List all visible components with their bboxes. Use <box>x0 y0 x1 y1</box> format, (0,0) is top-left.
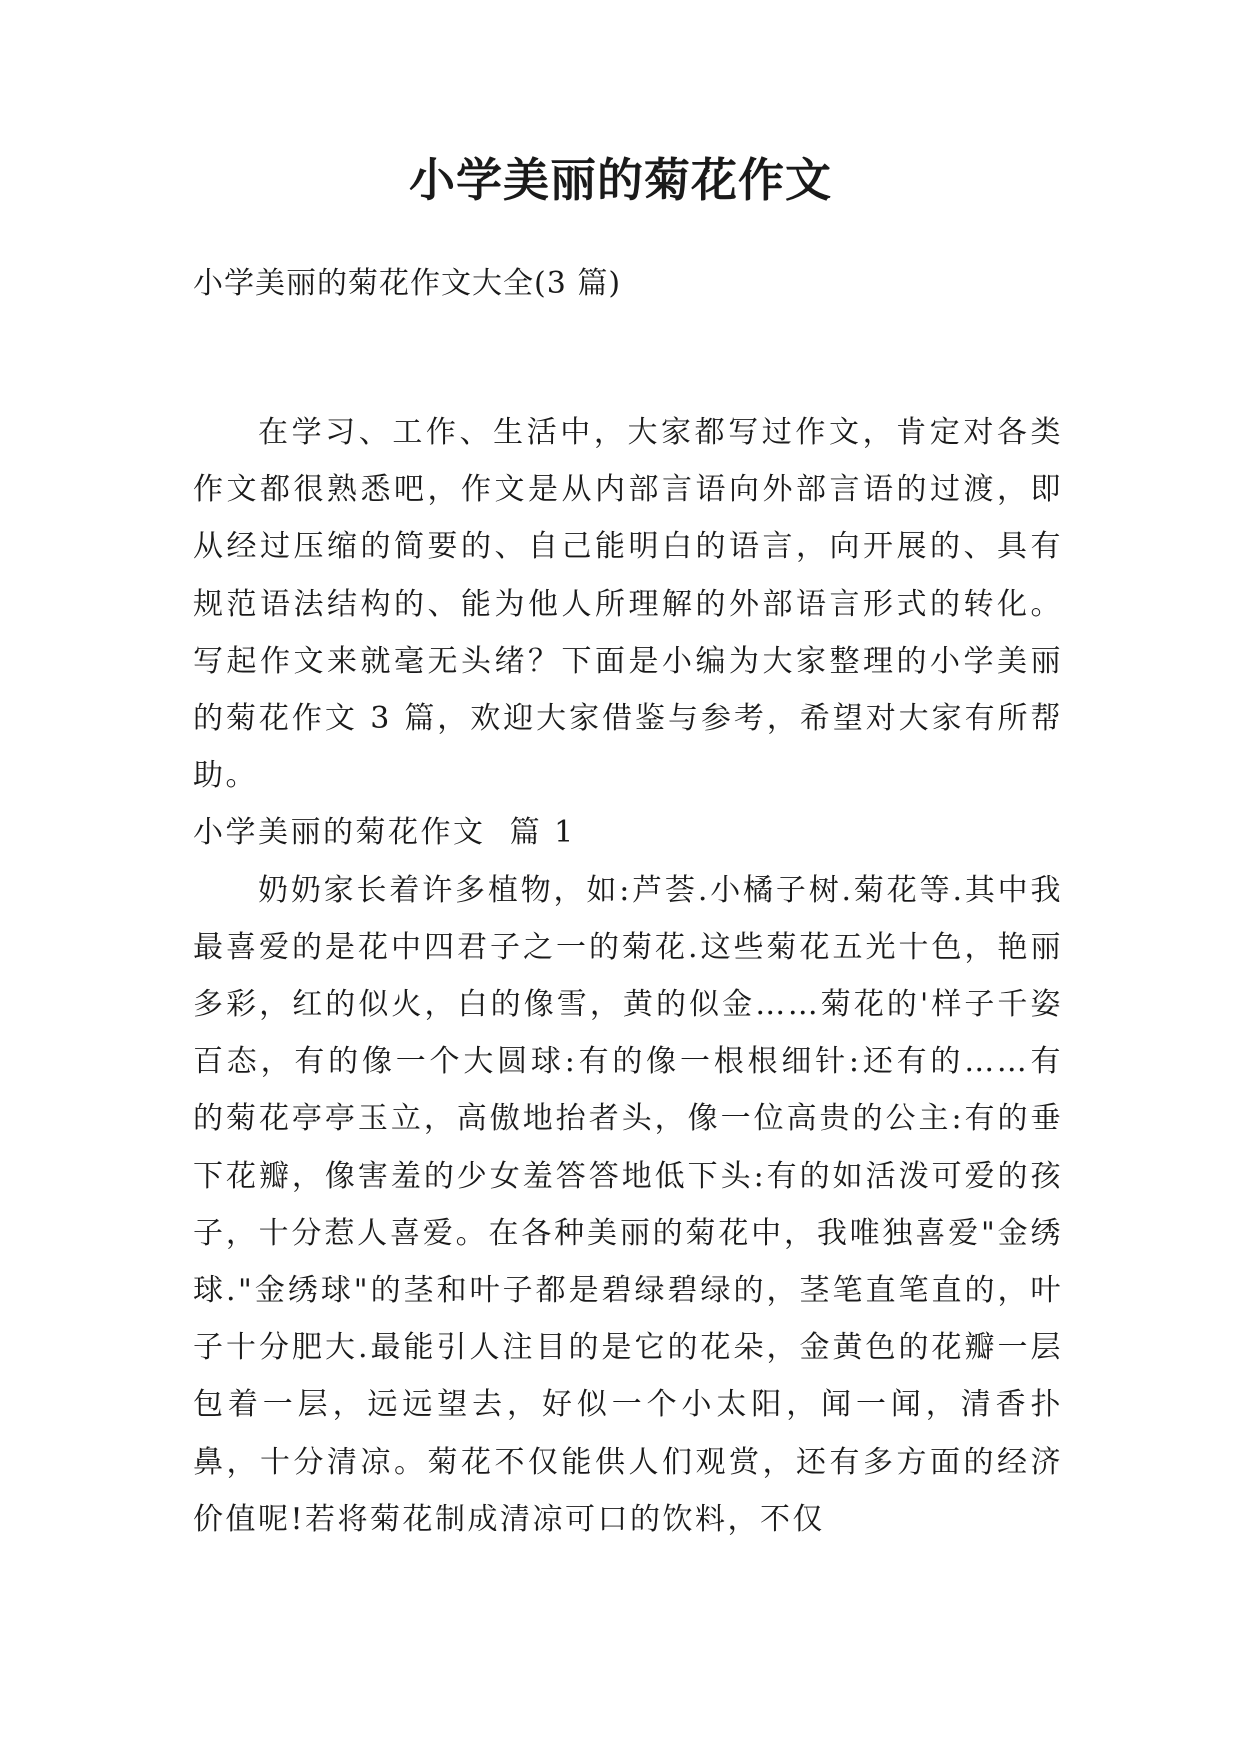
intro-paragraph: 在学习、工作、生活中，大家都写过作文，肯定对各类作文都很熟悉吧，作文是从内部言语向外部言语的过渡，即从经过压缩的简要的、自己能明白的语言，向开展的、具有规范语法结构的、能为他人所理解的外部语言形式的转化。写起作文来就毫无头绪？下面是小编为大家整理的小学美丽的菊花作文 3 篇，欢迎大家借鉴与参考，希望对大家有所帮助。 <box>193 415 1063 794</box>
document-body <box>193 404 1063 1548</box>
document-subtitle: 小学美丽的菊花作文大全(3 篇) <box>193 266 622 301</box>
section-1-paragraph: 奶奶家长着许多植物，如:芦荟.小橘子树.菊花等.其中我最喜爱的是花中四君子之一的菊花.这些菊花五光十色，艳丽多彩，红的似火，白的像雪，黄的似金……菊花的'样子千姿百态，有的像一个大圆球:有的像一根根细针:还有的……有的菊花亭亭玉立，高傲地抬者头，像一位高贵的公主:有的垂下花瓣，像害羞的少女羞答答地低下头:有的如活泼可爱的孩子，十分惹人喜爱。在各种美丽的菊花中，我唯独喜爱"金绣球."金绣球"的茎和叶子都是碧绿碧绿的，茎笔直笔直的，叶子十分肥大.最能引人注目的是它的花朵，金黄色的花瓣一层包着一层，远远望去，好似一个小太阳，闻一闻，清香扑鼻，十分清凉。菊花不仅能供人们观赏，还有多方面的经济价值呢!若将菊花制成清凉可口的饮料，不仅 <box>193 872 1063 1537</box>
document-title: 小学美丽的菊花作文 <box>409 153 832 207</box>
section-1-heading: 小学美丽的菊花作文 篇 1 <box>193 815 576 851</box>
